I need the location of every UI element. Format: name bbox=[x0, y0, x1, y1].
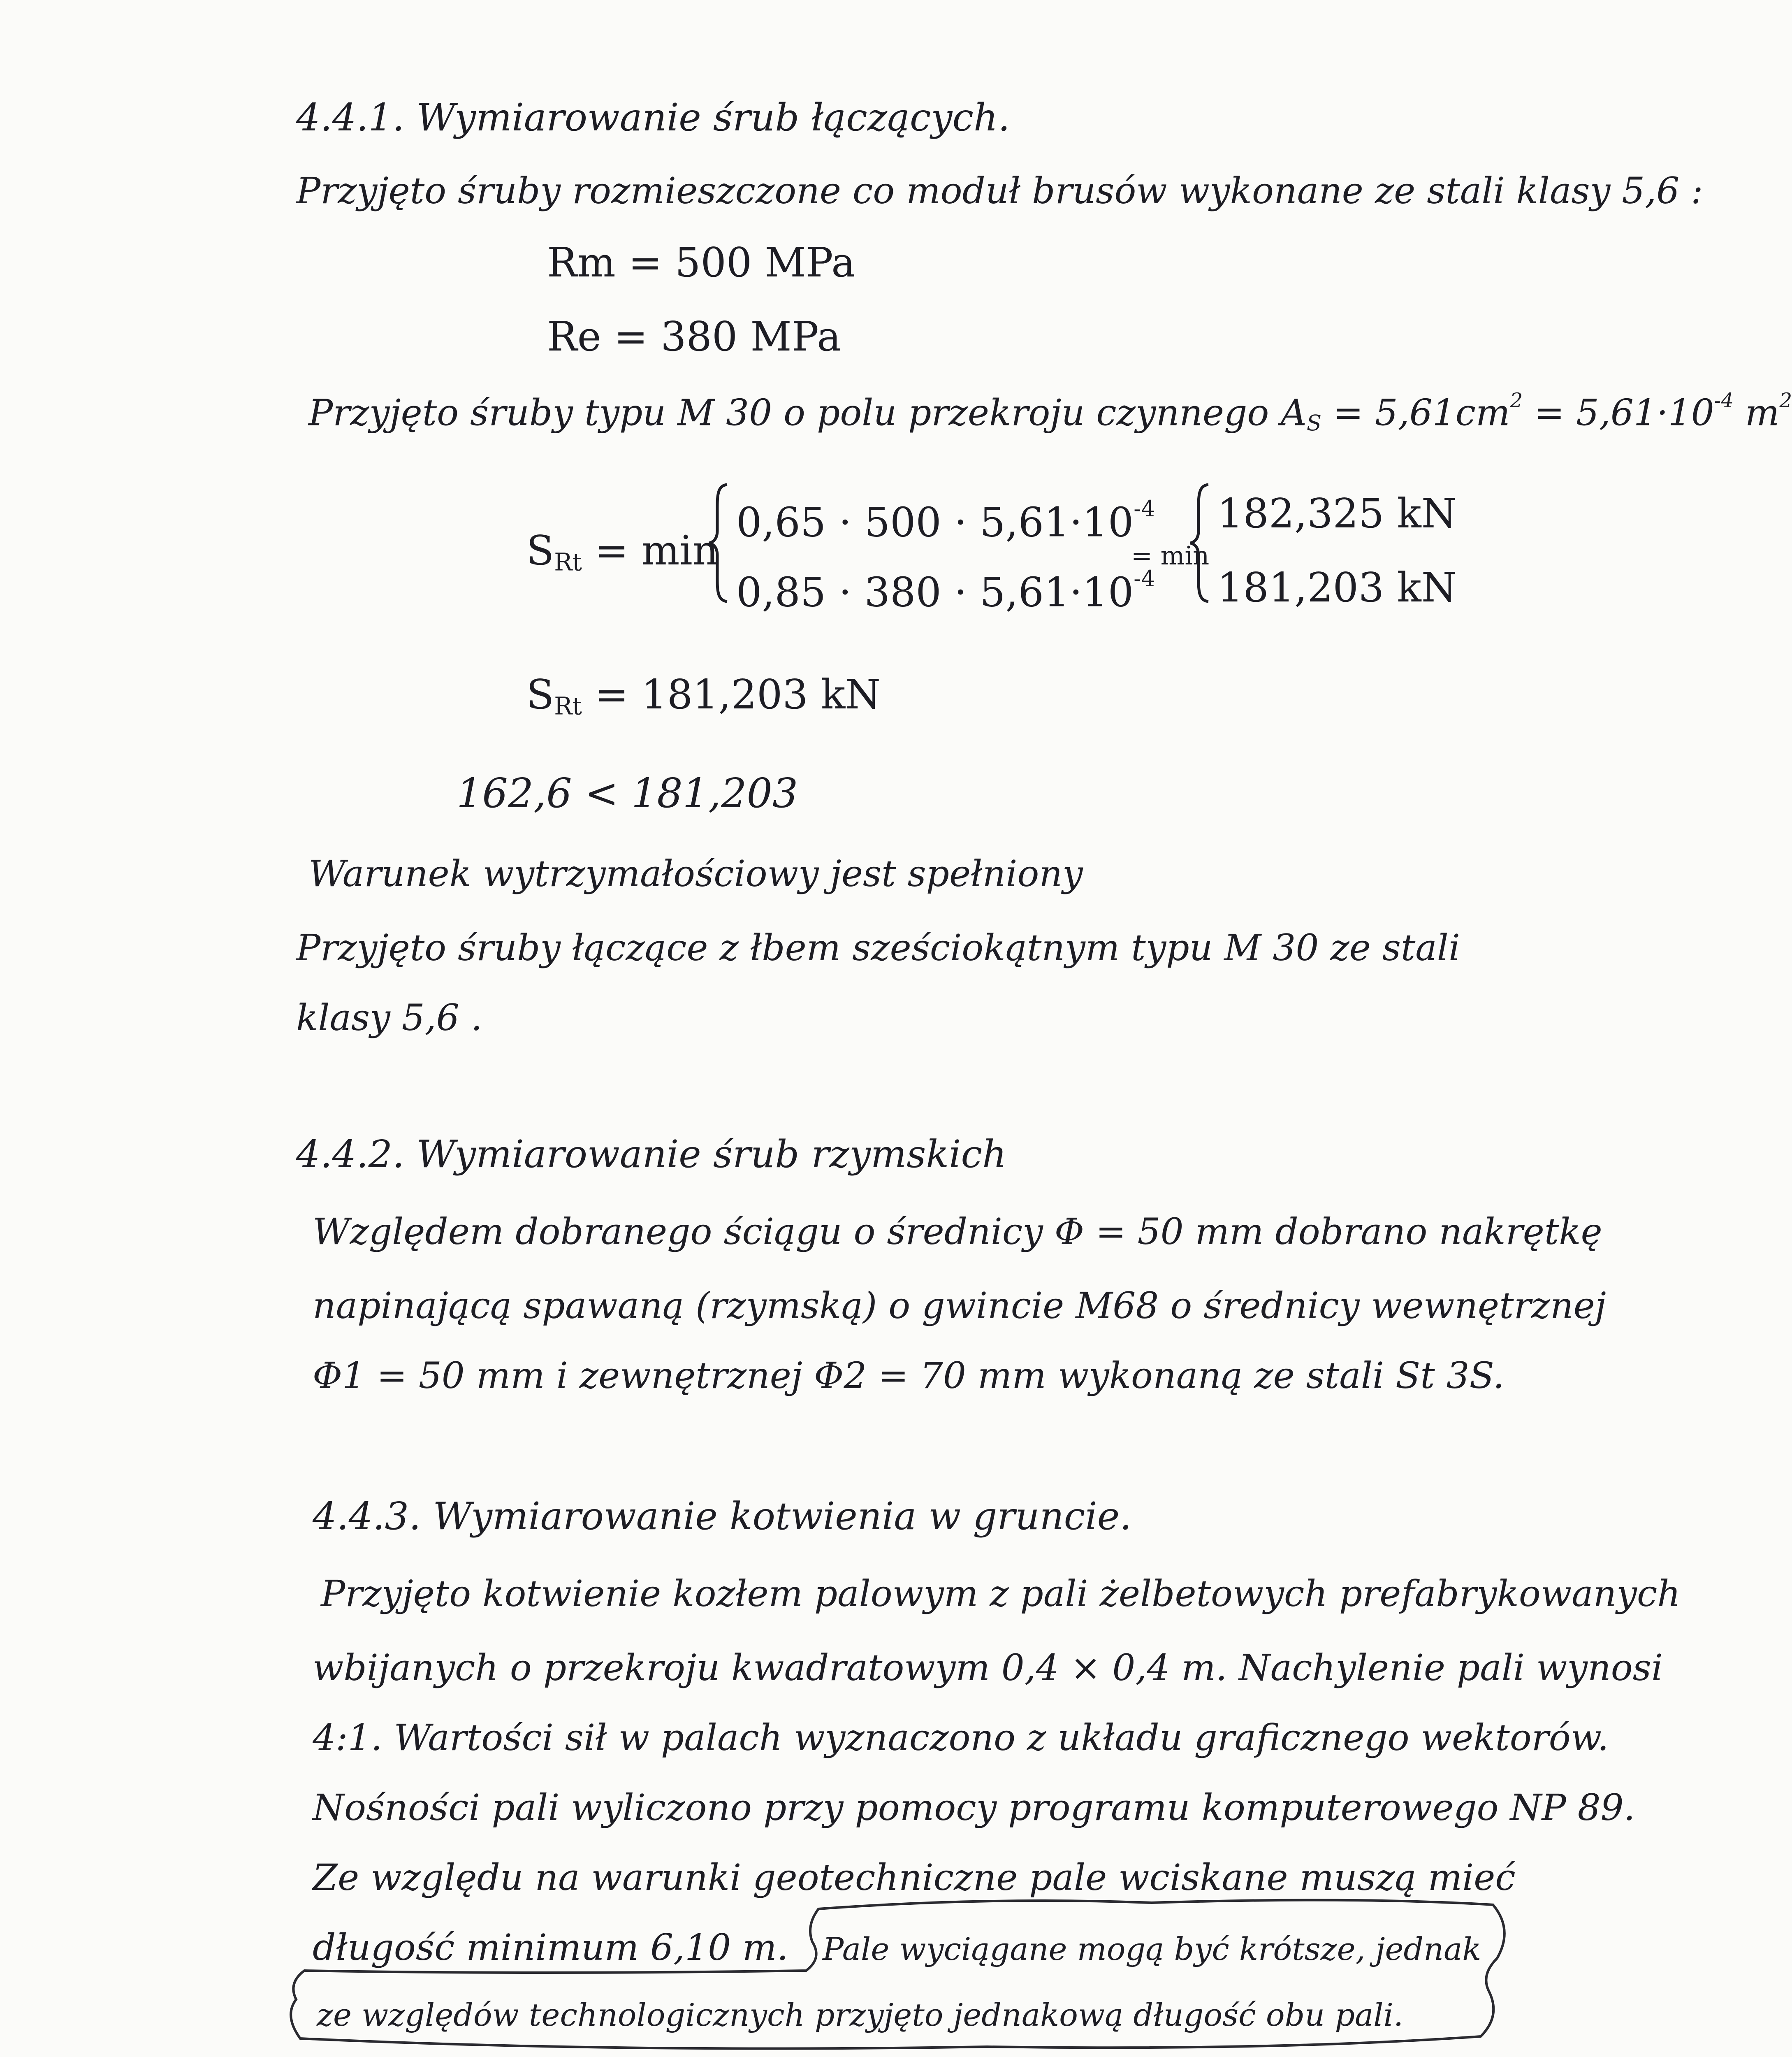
section-4-4-2-line-2: napinającą spawaną (rzymską) o gwincie M68 o średnicy wewnętrznej bbox=[313, 1284, 1606, 1327]
expr-line-1: $0,65 \cdot 500 \cdot 5,61\cdot 10^{-4}$ bbox=[736, 496, 1155, 546]
section-4-4-3-line-6b: Pale wyciągane mogą być krótsze, jednak bbox=[823, 1931, 1481, 1967]
accepted-line-1: Przyjęto śruby łączące z łbem sześciokątnym typu M 30 ze stali bbox=[296, 926, 1460, 969]
section-4-4-2-line-1: Względem dobranego ściągu o średnicy Φ = 50 mm dobrano nakrętkę bbox=[313, 1210, 1602, 1253]
condition-text: Warunek wytrzymałościowy jest spełniony bbox=[308, 852, 1083, 895]
eq-min-2: = min bbox=[1131, 541, 1210, 571]
section-4-4-2-heading: 4.4.2. Wymiarowanie śrub rzymskich bbox=[296, 1132, 1007, 1176]
section-4-4-3-line-7: ze względów technologicznych przyjęto jednakową długość obu pali. bbox=[317, 1997, 1404, 2033]
value-2: 181,203 kN bbox=[1217, 564, 1457, 611]
comparison: 162,6 < 181,203 bbox=[457, 770, 798, 817]
expr-line-2: $0,85 \cdot 380 \cdot 5,61\cdot 10^{-4}$ bbox=[736, 566, 1155, 616]
section-4-4-3-line-2: wbijanych o przekroju kwadratowym 0,4 × 0,4 m. Nachylenie pali wynosi bbox=[313, 1646, 1663, 1689]
section-4-4-3-line-3: 4:1. Wartości sił w palach wyznaczono z układu graficznego wektorów. bbox=[313, 1716, 1609, 1759]
rm-value: Rm = 500 MPa bbox=[547, 239, 855, 286]
section-4-4-1-intro: Przyjęto śruby rozmieszczone co moduł brusów wykonane ze stali klasy 5,6 : bbox=[296, 169, 1703, 212]
srt-result: $S_{Rt} = 181,203$ kN bbox=[526, 671, 881, 720]
section-4-4-3-heading: 4.4.3. Wymiarowanie kotwienia w gruncie. bbox=[313, 1494, 1132, 1538]
section-4-4-3-line-1: Przyjęto kotwienie kozłem palowym z pali żelbetowych prefabrykowanych bbox=[321, 1572, 1681, 1615]
section-4-4-3-line-4: Nośności pali wyliczono przy pomocy programu komputerowego NP 89. bbox=[313, 1786, 1635, 1829]
value-1: 182,325 kN bbox=[1217, 490, 1457, 537]
section-4-4-1-heading: 4.4.1. Wymiarowanie śrub łączących. bbox=[296, 95, 1010, 139]
srt-min-label: $S_{Rt} = \min$ bbox=[526, 527, 719, 576]
re-value: Re = 380 MPa bbox=[547, 313, 841, 360]
section-4-4-2-line-3: Φ1 = 50 mm i zewnętrznej Φ2 = 70 mm wykonaną ze stali St 3S. bbox=[313, 1354, 1505, 1397]
section-4-4-3-line-5: Ze względu na warunki geotechniczne pale wciskane muszą mieć bbox=[313, 1856, 1516, 1899]
bolt-type-line: Przyjęto śruby typu M 30 o polu przekroju czynnego $A_S = 5,61cm^2 = 5,61\cdot 10^{-4}$ $m^2$ bbox=[308, 389, 1792, 436]
accepted-line-2: klasy 5,6 . bbox=[296, 996, 482, 1039]
section-4-4-3-line-6a: długość minimum 6,10 m. bbox=[313, 1926, 788, 1969]
